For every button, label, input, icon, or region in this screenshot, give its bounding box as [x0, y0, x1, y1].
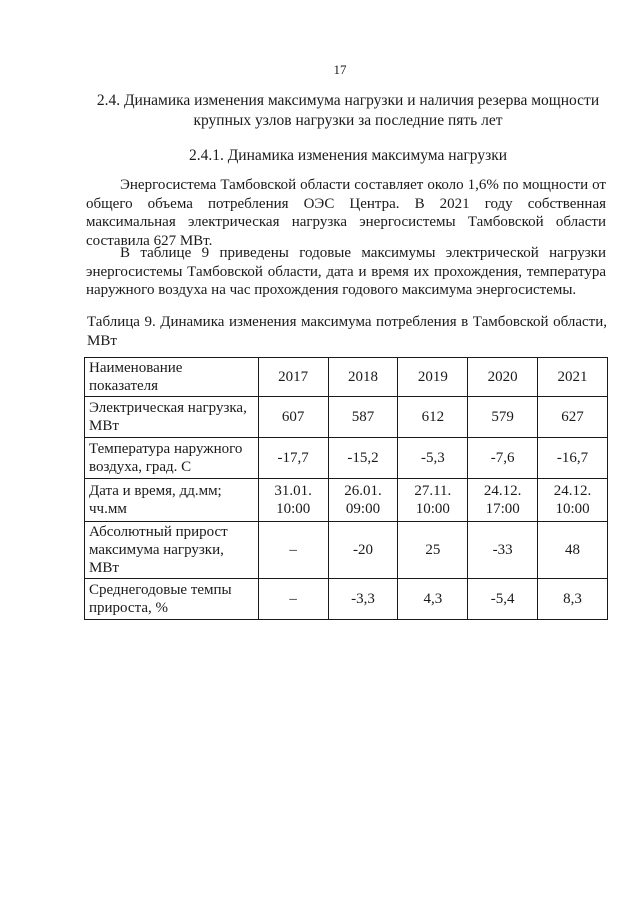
table-cell: 8,3 — [538, 579, 608, 620]
table-cell: 26.01. 09:00 — [328, 479, 398, 522]
paragraph-1: Энергосистема Тамбовской области составляет около 1,6% по мощности от общего объема потребления ОЭС Центра. В 2021 году собственная максимальная электрическая нагрузка энергосистемы Тамбовской области составила 627 МВт. — [86, 177, 606, 249]
table-cell: 24.12. 17:00 — [468, 479, 538, 522]
table-cell: -17,7 — [258, 438, 328, 479]
header-year: 2019 — [398, 358, 468, 397]
table-cell: -20 — [328, 522, 398, 579]
table-cell: 31.01. 10:00 — [258, 479, 328, 522]
table-row — [85, 479, 608, 522]
table-cell: -5,4 — [468, 579, 538, 620]
table-row — [85, 397, 608, 438]
table-cell: 48 — [538, 522, 608, 579]
table-cell: 27.11. 10:00 — [398, 479, 468, 522]
table-cell: – — [258, 579, 328, 620]
header-name: Наименование показателя — [85, 358, 259, 397]
table-row — [85, 522, 608, 579]
header-year: 2020 — [468, 358, 538, 397]
table-caption: Таблица 9. Динамика изменения максимума потребления в Тамбовской области, МВт — [87, 314, 607, 349]
section-title: 2.4. Динамика изменения максимума нагрузки и наличия резерва мощности крупных узлов нагрузки за последние пять лет — [96, 92, 600, 129]
table-cell: -5,3 — [398, 438, 468, 479]
page-number: 17 — [333, 62, 347, 77]
table-row — [85, 579, 608, 620]
table-cell: -15,2 — [328, 438, 398, 479]
table-cell: 24.12. 10:00 — [538, 479, 608, 522]
row-label: Дата и время, дд.мм; чч.мм — [85, 479, 259, 522]
table-cell: -7,6 — [468, 438, 538, 479]
table-cell: 579 — [468, 397, 538, 438]
header-year: 2017 — [258, 358, 328, 397]
table-cell: 25 — [398, 522, 468, 579]
row-label: Электрическая нагрузка, МВт — [85, 397, 259, 438]
table-cell: 607 — [258, 397, 328, 438]
paragraph-2: В таблице 9 приведены годовые максимумы электрической нагрузки энергосистемы Тамбовской области, дата и время их прохождения, температура наружного воздуха на час прохождения годового максимума энергосистемы. — [86, 245, 606, 298]
table-cell: -16,7 — [538, 438, 608, 479]
table-cell: 612 — [398, 397, 468, 438]
table-header-row — [85, 358, 608, 397]
row-label: Абсолютный прирост максимума нагрузки, МВт — [85, 522, 259, 579]
row-label: Температура наружного воздуха, град. С — [85, 438, 259, 479]
table-cell: 4,3 — [398, 579, 468, 620]
header-year: 2018 — [328, 358, 398, 397]
table-cell: -3,3 — [328, 579, 398, 620]
table-cell: 627 — [538, 397, 608, 438]
load-maximum-table — [84, 357, 608, 620]
table-cell: -33 — [468, 522, 538, 579]
table-cell: – — [258, 522, 328, 579]
subsection-title: 2.4.1. Динамика изменения максимума нагрузки — [188, 147, 508, 164]
header-year: 2021 — [538, 358, 608, 397]
row-label: Среднегодовые темпы прироста, % — [85, 579, 259, 620]
table-cell: 587 — [328, 397, 398, 438]
table-row — [85, 438, 608, 479]
